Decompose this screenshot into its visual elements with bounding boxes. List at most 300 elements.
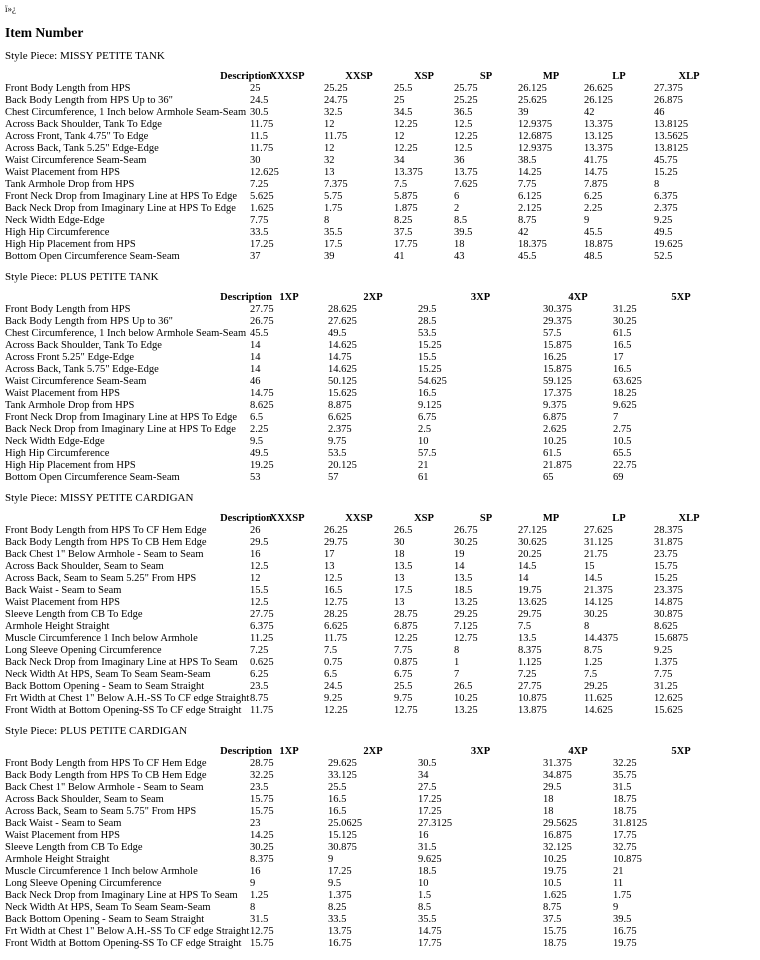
measurement-cell: 53.5 bbox=[418, 328, 437, 339]
measurement-cell: 31.125 bbox=[584, 537, 613, 548]
measurement-cell: 15 bbox=[584, 561, 595, 572]
table-row bbox=[5, 131, 724, 143]
measurement-cell: 22.75 bbox=[613, 460, 637, 471]
measurement-cell: 9 bbox=[328, 854, 334, 865]
measurement-cell: 30.25 bbox=[613, 316, 637, 327]
table-row bbox=[5, 251, 724, 263]
size-column-header: 4XP bbox=[568, 746, 588, 757]
measurement-cell: 19.75 bbox=[518, 585, 542, 596]
measurement-cell: 9.125 bbox=[418, 400, 442, 411]
description-cell: Neck Width Edge-Edge bbox=[5, 436, 105, 447]
measurement-cell: 14.25 bbox=[518, 167, 542, 178]
measurement-cell: 7.25 bbox=[518, 669, 537, 680]
measurement-cell: 8.75 bbox=[584, 645, 603, 656]
measurement-cell: 6.25 bbox=[584, 191, 603, 202]
measurement-cell: 16.75 bbox=[613, 926, 637, 937]
measurement-cell: 12.25 bbox=[394, 633, 418, 644]
description-cell: High Hip Placement from HPS bbox=[5, 239, 136, 250]
measurement-cell: 31.375 bbox=[543, 758, 572, 769]
header-row bbox=[5, 291, 749, 304]
measurement-cell: 15.75 bbox=[250, 938, 274, 949]
measurement-cell: 45.75 bbox=[654, 155, 678, 166]
measurement-cell: 16.25 bbox=[543, 352, 567, 363]
table-row bbox=[5, 167, 724, 179]
measurement-cell: 8.875 bbox=[328, 400, 352, 411]
measurement-cell: 24.5 bbox=[250, 95, 269, 106]
table-row bbox=[5, 914, 749, 926]
measurement-cell: 13.5625 bbox=[654, 131, 689, 142]
description-cell: Back Bottom Opening - Seam to Seam Straight bbox=[5, 914, 205, 925]
measurement-cell: 6.125 bbox=[518, 191, 542, 202]
description-cell: Across Back Shoulder, Tank To Edge bbox=[5, 119, 162, 130]
measurement-cell: 18.375 bbox=[518, 239, 547, 250]
measurement-cell: 12.75 bbox=[394, 705, 418, 716]
table-row bbox=[5, 609, 724, 621]
size-chart-section bbox=[5, 50, 760, 263]
measurement-cell: 25.5 bbox=[394, 681, 413, 692]
style-piece-heading: Style Piece: PLUS PETITE CARDIGAN bbox=[5, 725, 188, 737]
measurement-cell: 14 bbox=[250, 352, 261, 363]
table-row bbox=[5, 352, 749, 364]
measurement-cell: 11.5 bbox=[250, 131, 268, 142]
size-column-header: SP bbox=[479, 71, 493, 82]
measurement-cell: 15.5 bbox=[250, 585, 269, 596]
measurement-cell: 17.5 bbox=[324, 239, 343, 250]
description-cell: High Hip Placement from HPS bbox=[5, 460, 136, 471]
measurement-cell: 28.375 bbox=[654, 525, 683, 536]
description-cell: Back Body Length from HPS Up to 36" bbox=[5, 316, 173, 327]
measurement-cell: 12.25 bbox=[394, 119, 418, 130]
measurement-cell: 10.5 bbox=[543, 878, 562, 889]
measurement-cell: 23.375 bbox=[654, 585, 683, 596]
measurement-cell: 30.25 bbox=[584, 609, 608, 620]
description-cell: Armhole Height Straight bbox=[5, 854, 110, 865]
size-chart-section bbox=[5, 725, 760, 950]
measurement-cell: 43 bbox=[454, 251, 465, 262]
table-row bbox=[5, 705, 724, 717]
description-cell: Back Body Length from HPS To CB Hem Edge bbox=[5, 537, 207, 548]
description-cell: Front Neck Drop from Imaginary Line at HPS To Edge bbox=[5, 191, 238, 202]
table-row bbox=[5, 191, 724, 203]
measurement-cell: 15.625 bbox=[654, 705, 683, 716]
measurement-cell: 0.75 bbox=[324, 657, 343, 668]
measurement-cell: 57.5 bbox=[418, 448, 437, 459]
measurement-cell: 46 bbox=[250, 376, 261, 387]
table-row bbox=[5, 633, 724, 645]
description-cell: Chest Circumference, 1 Inch below Armhole Seam-Seam bbox=[5, 328, 247, 339]
table-row bbox=[5, 597, 724, 609]
measurement-cell: 1.75 bbox=[324, 203, 343, 214]
measurement-cell: 12.9375 bbox=[518, 143, 553, 154]
description-cell: Back Bottom Opening - Seam to Seam Straight bbox=[5, 681, 205, 692]
size-column-header: 2XP bbox=[363, 292, 383, 303]
description-cell: Across Back Shoulder, Tank To Edge bbox=[5, 340, 162, 351]
table-row bbox=[5, 179, 724, 191]
measurement-cell: 6.75 bbox=[418, 412, 437, 423]
table-row bbox=[5, 585, 724, 597]
measurement-cell: 28.5 bbox=[418, 316, 437, 327]
table-row bbox=[5, 806, 749, 818]
measurement-cell: 16.5 bbox=[324, 585, 343, 596]
measurement-cell: 7.375 bbox=[324, 179, 348, 190]
measurement-cell: 16 bbox=[250, 549, 261, 560]
table-row bbox=[5, 537, 724, 549]
measurement-cell: 35.75 bbox=[613, 770, 637, 781]
measurement-cell: 2 bbox=[454, 203, 460, 214]
measurement-cell: 15.25 bbox=[654, 573, 678, 584]
table-row bbox=[5, 842, 749, 854]
measurement-cell: 2.5 bbox=[418, 424, 432, 435]
measurement-cell: 25.25 bbox=[324, 83, 348, 94]
measurement-cell: 13.375 bbox=[394, 167, 423, 178]
description-cell: Back Body Length from HPS Up to 36" bbox=[5, 95, 173, 106]
measurement-cell: 25.0625 bbox=[328, 818, 363, 829]
measurement-cell: 65.5 bbox=[613, 448, 632, 459]
description-cell: Waist Placement from HPS bbox=[5, 167, 120, 178]
measurement-cell: 7.5 bbox=[584, 669, 598, 680]
description-cell: Long Sleeve Opening Circumference bbox=[5, 878, 162, 889]
table-row bbox=[5, 340, 749, 352]
measurement-cell: 15.625 bbox=[328, 388, 357, 399]
measurement-cell: 13.25 bbox=[454, 597, 478, 608]
measurement-cell: 29.25 bbox=[454, 609, 478, 620]
measurement-cell: 15.75 bbox=[654, 561, 678, 572]
measurement-cell: 13.75 bbox=[328, 926, 352, 937]
measurement-cell: 18.75 bbox=[613, 806, 637, 817]
measurement-cell: 39.5 bbox=[454, 227, 473, 238]
size-column-header: 2XP bbox=[363, 746, 383, 757]
measurement-cell: 2.125 bbox=[518, 203, 542, 214]
measurement-cell: 8 bbox=[584, 621, 590, 632]
measurement-cell: 49.5 bbox=[328, 328, 347, 339]
measurement-cell: 42 bbox=[518, 227, 529, 238]
description-cell: Sleeve Length from CB To Edge bbox=[5, 609, 143, 620]
measurement-cell: 29.75 bbox=[518, 609, 542, 620]
description-cell: Across Front 5.25" Edge-Edge bbox=[5, 352, 135, 363]
measurement-cell: 16 bbox=[418, 830, 429, 841]
measurement-cell: 12.5 bbox=[250, 597, 269, 608]
measurement-cell: 17.25 bbox=[328, 866, 352, 877]
header-row bbox=[5, 512, 724, 525]
measurement-cell: 12 bbox=[394, 131, 405, 142]
measurement-cell: 53.5 bbox=[328, 448, 347, 459]
measurement-cell: 16 bbox=[250, 866, 261, 877]
table-row bbox=[5, 364, 749, 376]
measurement-cell: 30.5 bbox=[250, 107, 269, 118]
measurement-cell: 32.125 bbox=[543, 842, 572, 853]
table-row bbox=[5, 794, 749, 806]
size-chart-table bbox=[5, 512, 724, 717]
description-cell: Across Back Shoulder, Seam to Seam bbox=[5, 794, 164, 805]
description-cell: Waist Placement from HPS bbox=[5, 597, 120, 608]
measurement-cell: 17.75 bbox=[613, 830, 637, 841]
table-row bbox=[5, 657, 724, 669]
measurement-cell: 11.75 bbox=[250, 119, 274, 130]
measurement-cell: 14.75 bbox=[418, 926, 442, 937]
measurement-cell: 12.625 bbox=[250, 167, 279, 178]
table-row bbox=[5, 107, 724, 119]
measurement-cell: 17.75 bbox=[418, 938, 442, 949]
size-chart-list bbox=[5, 50, 760, 950]
measurement-cell: 7 bbox=[613, 412, 619, 423]
measurement-cell: 14 bbox=[454, 561, 465, 572]
measurement-cell: 19.625 bbox=[654, 239, 683, 250]
measurement-cell: 13.8125 bbox=[654, 143, 689, 154]
table-row bbox=[5, 573, 724, 585]
description-cell: Back Neck Drop from Imaginary Line at HPS To Edge bbox=[5, 203, 236, 214]
description-cell: Bottom Open Circumference Seam-Seam bbox=[5, 472, 180, 483]
measurement-cell: 9.25 bbox=[654, 645, 673, 656]
size-column-header: XXXSP bbox=[269, 513, 305, 524]
measurement-cell: 23.5 bbox=[250, 782, 269, 793]
page-title: Item Number bbox=[5, 25, 84, 40]
measurement-cell: 9.5 bbox=[328, 878, 342, 889]
measurement-cell: 21.375 bbox=[584, 585, 613, 596]
measurement-cell: 7.5 bbox=[324, 645, 338, 656]
measurement-cell: 1.25 bbox=[250, 890, 269, 901]
measurement-cell: 18 bbox=[543, 794, 554, 805]
measurement-cell: 30.875 bbox=[654, 609, 683, 620]
measurement-cell: 9.75 bbox=[394, 693, 413, 704]
measurement-cell: 30.875 bbox=[328, 842, 357, 853]
table-row bbox=[5, 239, 724, 251]
table-row bbox=[5, 830, 749, 842]
measurement-cell: 30.25 bbox=[250, 842, 274, 853]
measurement-cell: 15.75 bbox=[250, 794, 274, 805]
measurement-cell: 7.5 bbox=[518, 621, 532, 632]
measurement-cell: 14.625 bbox=[584, 705, 613, 716]
measurement-cell: 33.125 bbox=[328, 770, 357, 781]
description-cell: Long Sleeve Opening Circumference bbox=[5, 645, 162, 656]
description-cell: Neck Width Edge-Edge bbox=[5, 215, 105, 226]
header-row bbox=[5, 745, 749, 758]
measurement-cell: 7.875 bbox=[584, 179, 608, 190]
measurement-cell: 7.25 bbox=[250, 645, 269, 656]
measurement-cell: 14.75 bbox=[584, 167, 608, 178]
measurement-cell: 29.5 bbox=[418, 304, 437, 315]
measurement-cell: 13.25 bbox=[454, 705, 478, 716]
measurement-cell: 27.625 bbox=[328, 316, 357, 327]
measurement-cell: 32.25 bbox=[613, 758, 637, 769]
size-column-header: XLP bbox=[678, 71, 700, 82]
measurement-cell: 25.75 bbox=[454, 83, 478, 94]
measurement-cell: 19 bbox=[454, 549, 465, 560]
size-column-header: 1XP bbox=[279, 292, 299, 303]
measurement-cell: 12.9375 bbox=[518, 119, 553, 130]
measurement-cell: 11.75 bbox=[324, 633, 348, 644]
measurement-cell: 11.25 bbox=[250, 633, 274, 644]
measurement-cell: 9.25 bbox=[654, 215, 673, 226]
measurement-cell: 6.25 bbox=[250, 669, 269, 680]
measurement-cell: 54.625 bbox=[418, 376, 447, 387]
table-row bbox=[5, 95, 724, 107]
measurement-cell: 1.25 bbox=[584, 657, 603, 668]
measurement-cell: 13 bbox=[394, 573, 405, 584]
measurement-cell: 12.5 bbox=[250, 561, 269, 572]
description-cell: Frt Width at Chest 1" Below A.H.-SS To CF edge Straight bbox=[5, 926, 250, 937]
measurement-cell: 41 bbox=[394, 251, 405, 262]
measurement-cell: 36 bbox=[454, 155, 465, 166]
measurement-cell: 28.625 bbox=[328, 304, 357, 315]
measurement-cell: 25.5 bbox=[328, 782, 347, 793]
measurement-cell: 13 bbox=[324, 561, 335, 572]
size-column-header: 1XP bbox=[279, 746, 299, 757]
table-row bbox=[5, 854, 749, 866]
size-column-header: 5XP bbox=[671, 746, 691, 757]
measurement-cell: 1.125 bbox=[518, 657, 542, 668]
size-column-header: 5XP bbox=[671, 292, 691, 303]
measurement-cell: 10.875 bbox=[613, 854, 642, 865]
measurement-cell: 8.5 bbox=[418, 902, 432, 913]
measurement-cell: 8.25 bbox=[394, 215, 413, 226]
measurement-cell: 34.5 bbox=[394, 107, 413, 118]
table-row bbox=[5, 424, 749, 436]
table-row bbox=[5, 818, 749, 830]
measurement-cell: 29.25 bbox=[584, 681, 608, 692]
measurement-cell: 19.75 bbox=[543, 866, 567, 877]
description-cell: Tank Armhole Drop from HPS bbox=[5, 179, 135, 190]
measurement-cell: 15.25 bbox=[654, 167, 678, 178]
measurement-cell: 27.75 bbox=[518, 681, 542, 692]
description-cell: Tank Armhole Drop from HPS bbox=[5, 400, 135, 411]
measurement-cell: 61.5 bbox=[543, 448, 562, 459]
description-cell: Across Back, Tank 5.75" Edge-Edge bbox=[5, 364, 159, 375]
measurement-cell: 8.625 bbox=[654, 621, 678, 632]
measurement-cell: 14.125 bbox=[584, 597, 613, 608]
size-column-header: XSP bbox=[414, 513, 434, 524]
measurement-cell: 29.375 bbox=[543, 316, 572, 327]
measurement-cell: 12.75 bbox=[250, 926, 274, 937]
measurement-cell: 8.75 bbox=[543, 902, 562, 913]
measurement-cell: 7 bbox=[454, 669, 460, 680]
table-row bbox=[5, 227, 724, 239]
measurement-cell: 13.625 bbox=[518, 597, 547, 608]
size-chart-table bbox=[5, 291, 749, 484]
measurement-cell: 16.5 bbox=[328, 794, 347, 805]
measurement-cell: 20.125 bbox=[328, 460, 357, 471]
measurement-cell: 8.625 bbox=[250, 400, 274, 411]
measurement-cell: 15.75 bbox=[543, 926, 567, 937]
measurement-cell: 10 bbox=[418, 436, 429, 447]
measurement-cell: 25 bbox=[250, 83, 261, 94]
measurement-cell: 37.5 bbox=[394, 227, 413, 238]
description-cell: Waist Placement from HPS bbox=[5, 830, 120, 841]
table-row bbox=[5, 770, 749, 782]
table-row bbox=[5, 460, 749, 472]
table-row bbox=[5, 143, 724, 155]
measurement-cell: 30 bbox=[394, 537, 405, 548]
measurement-cell: 23.75 bbox=[654, 549, 678, 560]
measurement-cell: 53 bbox=[250, 472, 261, 483]
measurement-cell: 1.875 bbox=[394, 203, 418, 214]
measurement-cell: 30.625 bbox=[518, 537, 547, 548]
measurement-cell: 10.25 bbox=[543, 436, 567, 447]
measurement-cell: 10.25 bbox=[454, 693, 478, 704]
measurement-cell: 49.5 bbox=[250, 448, 269, 459]
measurement-cell: 31.5 bbox=[250, 914, 269, 925]
table-row bbox=[5, 448, 749, 460]
size-chart-table bbox=[5, 70, 724, 263]
table-row bbox=[5, 316, 749, 328]
measurement-cell: 25.5 bbox=[394, 83, 413, 94]
size-column-header: 4XP bbox=[568, 292, 588, 303]
description-cell: Waist Placement from HPS bbox=[5, 388, 120, 399]
measurement-cell: 13 bbox=[324, 167, 335, 178]
measurement-cell: 9 bbox=[250, 878, 256, 889]
measurement-cell: 14.75 bbox=[328, 352, 352, 363]
description-cell: Back Body Length from HPS To CB Hem Edge bbox=[5, 770, 207, 781]
size-chart-table bbox=[5, 745, 749, 950]
measurement-cell: 9.5 bbox=[250, 436, 264, 447]
measurement-cell: 33.5 bbox=[328, 914, 347, 925]
size-column-header: MP bbox=[542, 71, 560, 82]
measurement-cell: 45.5 bbox=[250, 328, 269, 339]
measurement-cell: 17.5 bbox=[394, 585, 413, 596]
measurement-cell: 16.75 bbox=[328, 938, 352, 949]
measurement-cell: 12 bbox=[324, 119, 335, 130]
description-cell: Front Body Length from HPS To CF Hem Edge bbox=[5, 758, 207, 769]
description-cell: Across Back, Tank 5.25" Edge-Edge bbox=[5, 143, 159, 154]
description-cell: Back Waist - Seam to Seam bbox=[5, 585, 122, 596]
measurement-cell: 7.625 bbox=[454, 179, 478, 190]
measurement-cell: 1.5 bbox=[418, 890, 432, 901]
measurement-cell: 19.25 bbox=[250, 460, 274, 471]
measurement-cell: 57 bbox=[328, 472, 339, 483]
measurement-cell: 45.5 bbox=[518, 251, 537, 262]
table-row bbox=[5, 412, 749, 424]
measurement-cell: 27.75 bbox=[250, 304, 274, 315]
header-row bbox=[5, 70, 724, 83]
measurement-cell: 37.5 bbox=[543, 914, 562, 925]
measurement-cell: 6.75 bbox=[394, 669, 413, 680]
measurement-cell: 6 bbox=[454, 191, 460, 202]
measurement-cell: 13.375 bbox=[584, 143, 613, 154]
table-row bbox=[5, 902, 749, 914]
measurement-cell: 17 bbox=[324, 549, 335, 560]
measurement-cell: 12.5 bbox=[454, 119, 473, 130]
measurement-cell: 41.75 bbox=[584, 155, 608, 166]
measurement-cell: 30 bbox=[250, 155, 261, 166]
measurement-cell: 36.5 bbox=[454, 107, 473, 118]
measurement-cell: 2.25 bbox=[250, 424, 269, 435]
measurement-cell: 12.5 bbox=[324, 573, 343, 584]
size-column-header: SP bbox=[479, 513, 493, 524]
table-row bbox=[5, 328, 749, 340]
measurement-cell: 29.5 bbox=[543, 782, 562, 793]
measurement-cell: 8 bbox=[454, 645, 460, 656]
measurement-cell: 14.5 bbox=[584, 573, 603, 584]
measurement-cell: 7.75 bbox=[654, 669, 673, 680]
measurement-cell: 10.25 bbox=[543, 854, 567, 865]
description-cell: Chest Circumference, 1 Inch below Armhole Seam-Seam bbox=[5, 107, 247, 118]
measurement-cell: 32.5 bbox=[324, 107, 343, 118]
measurement-cell: 31.875 bbox=[654, 537, 683, 548]
measurement-cell: 10.875 bbox=[518, 693, 547, 704]
measurement-cell: 52.5 bbox=[654, 251, 673, 262]
measurement-cell: 17.375 bbox=[543, 388, 572, 399]
style-piece-heading: Style Piece: MISSY PETITE CARDIGAN bbox=[5, 492, 194, 504]
table-row bbox=[5, 119, 724, 131]
measurement-cell: 27.125 bbox=[518, 525, 547, 536]
size-column-header: XXXSP bbox=[269, 71, 305, 82]
measurement-cell: 31.25 bbox=[654, 681, 678, 692]
measurement-cell: 9.625 bbox=[418, 854, 442, 865]
measurement-cell: 26.125 bbox=[518, 83, 547, 94]
measurement-cell: 6.5 bbox=[250, 412, 264, 423]
measurement-cell: 26.125 bbox=[584, 95, 613, 106]
measurement-cell: 30.375 bbox=[543, 304, 572, 315]
measurement-cell: 26.875 bbox=[654, 95, 683, 106]
